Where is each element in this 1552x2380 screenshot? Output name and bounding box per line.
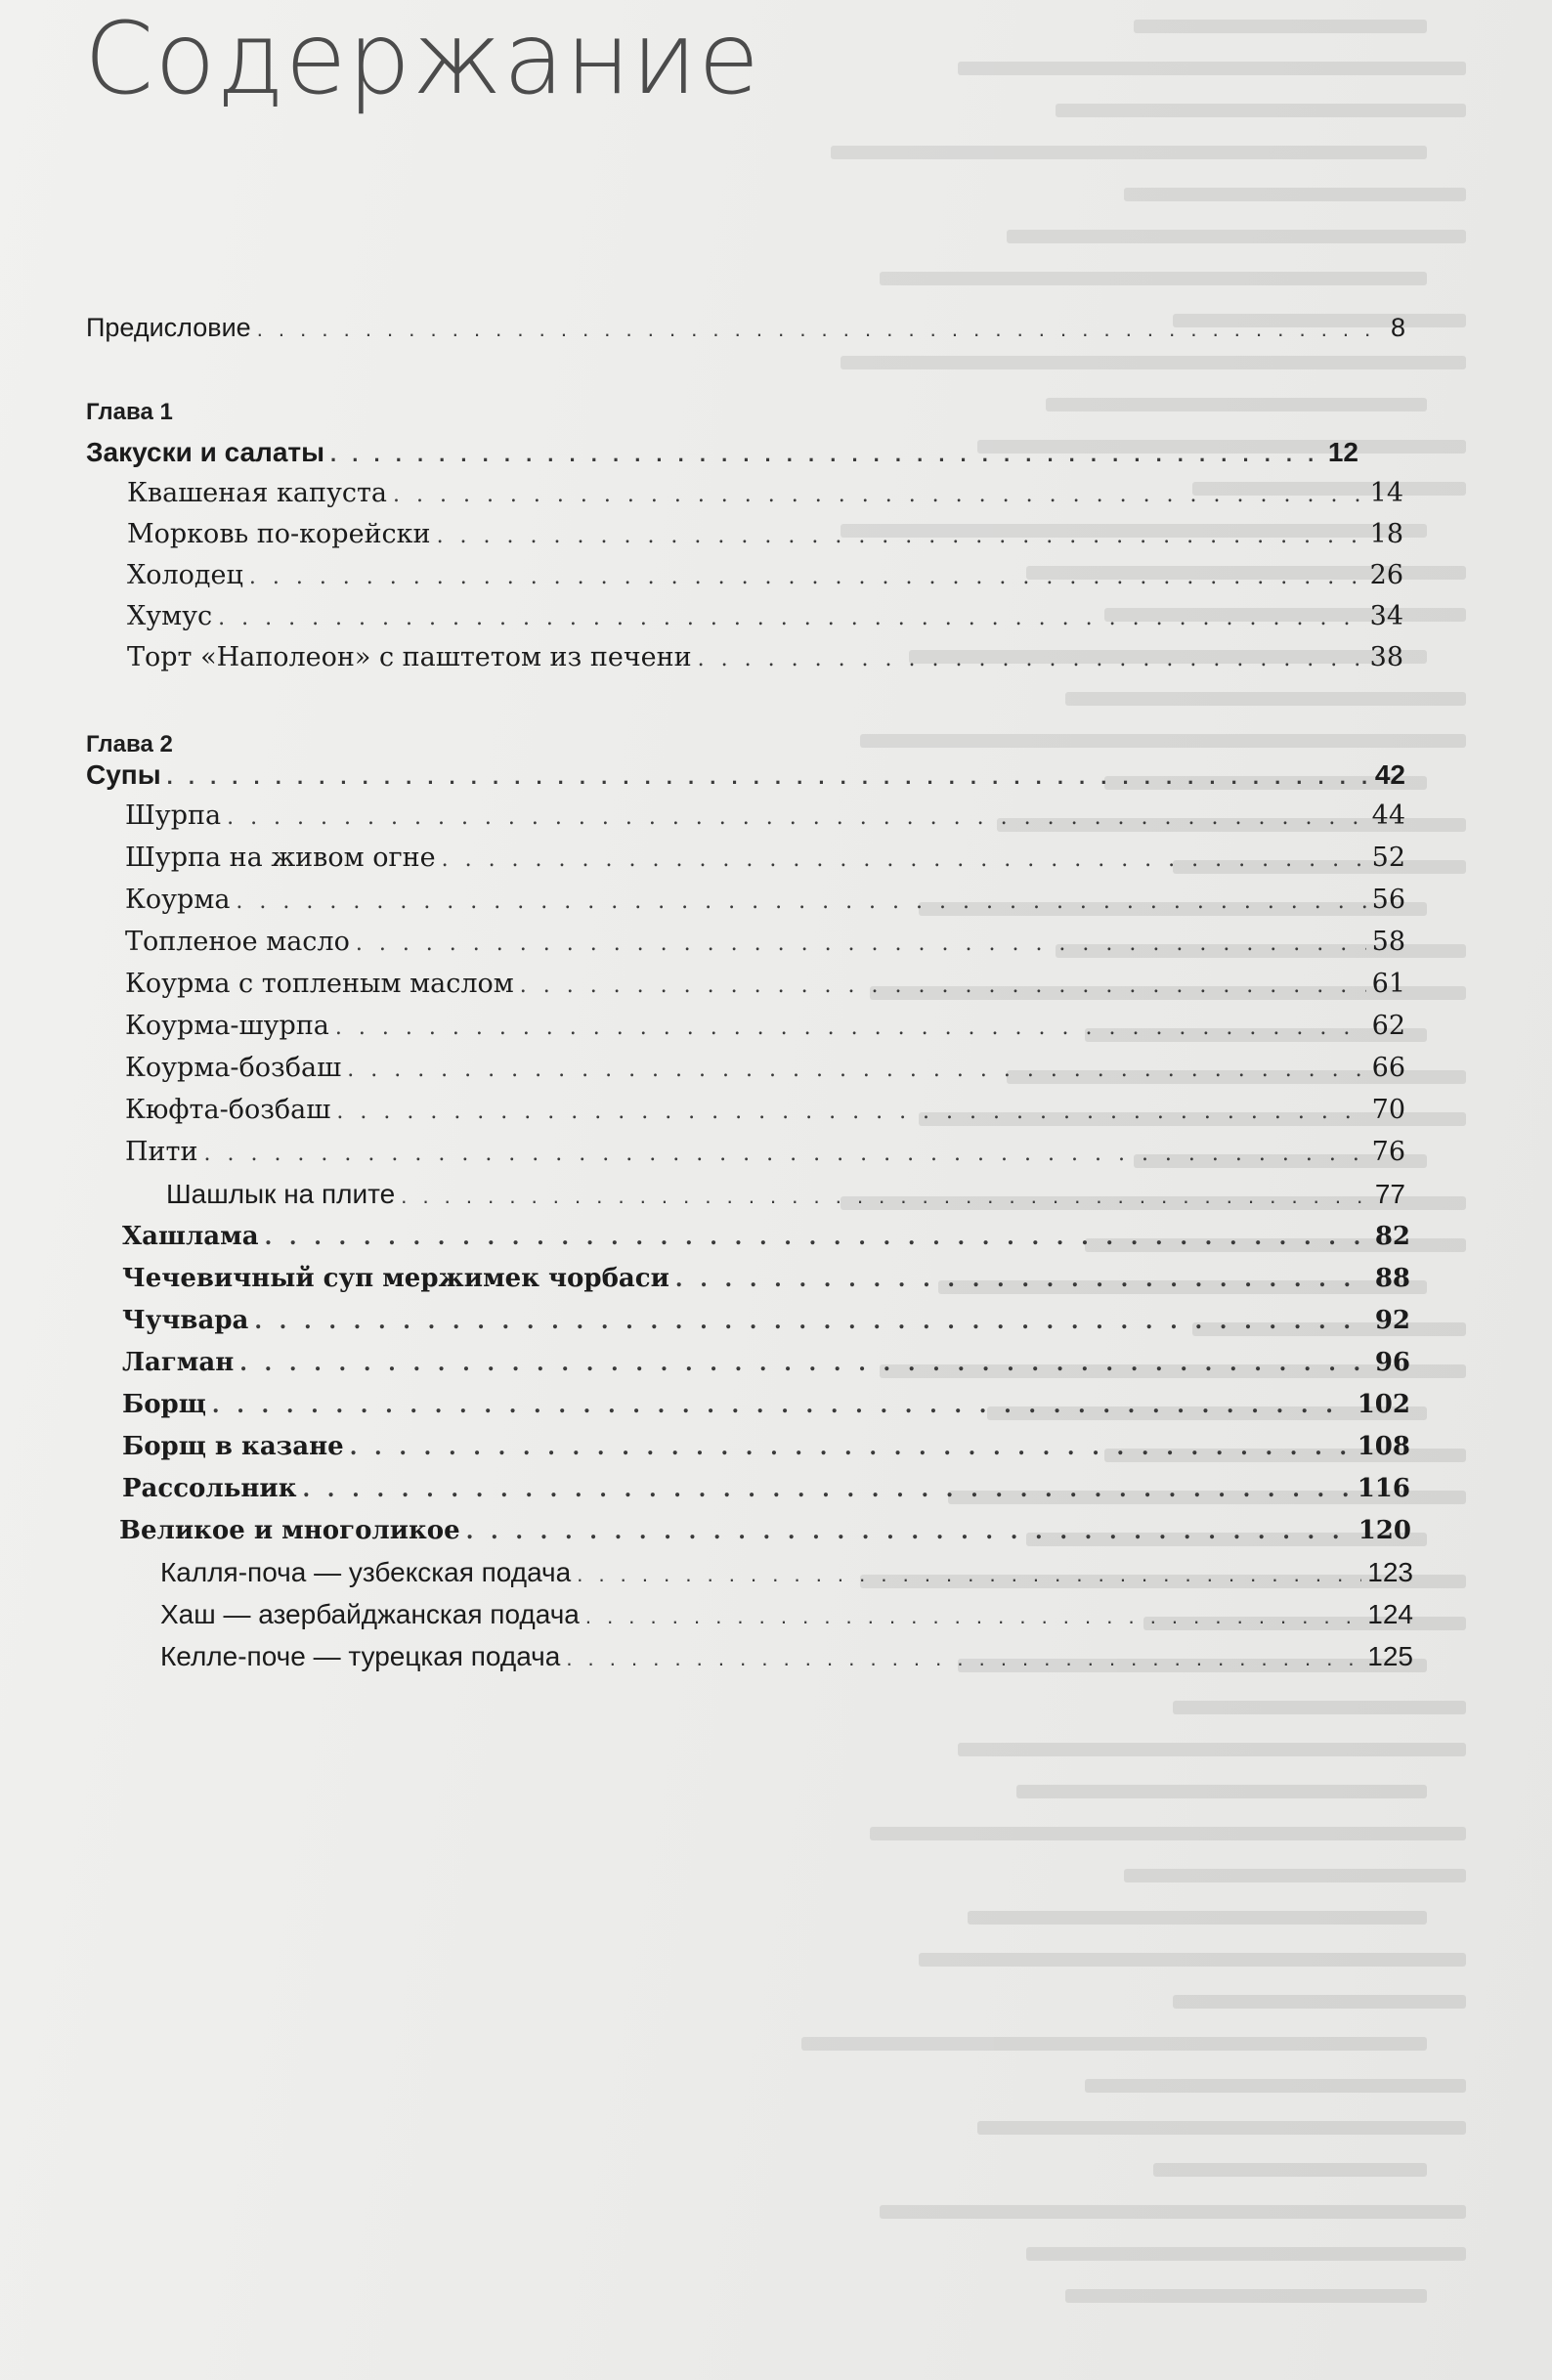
dot-leader <box>577 1555 1361 1594</box>
toc-row <box>122 1385 1410 1424</box>
toc-row <box>127 474 1403 513</box>
toc-label: Предисловие <box>86 313 251 342</box>
toc-label: Торт «Наполеон» с паштетом из печени <box>127 642 692 672</box>
toc-row <box>125 923 1405 962</box>
toc-page-number: 34 <box>1369 601 1403 631</box>
toc-row <box>125 839 1405 878</box>
toc-label: Коурма-бозбаш <box>125 1053 342 1083</box>
dot-leader <box>350 1428 1352 1467</box>
toc-row <box>122 1217 1410 1256</box>
toc-label: Борщ <box>122 1390 206 1419</box>
toc-page-number: 38 <box>1369 642 1403 672</box>
toc-row-section <box>86 433 1358 472</box>
ghost-line <box>958 1743 1466 1756</box>
toc-row <box>127 638 1403 677</box>
toc-label: Топленое масло <box>125 927 350 957</box>
toc-row <box>125 797 1405 836</box>
ghost-line <box>870 1827 1466 1840</box>
ghost-line <box>1085 2079 1466 2093</box>
toc-label: Шурпа на живом огне <box>125 843 436 873</box>
dot-leader <box>218 599 1364 638</box>
dot-leader <box>347 1051 1365 1090</box>
toc-label: Холодец <box>127 560 243 590</box>
toc-page-number: 124 <box>1367 1599 1413 1629</box>
dot-leader <box>330 435 1322 474</box>
toc-row-preface <box>86 308 1405 347</box>
toc-label: Лагман <box>122 1348 235 1377</box>
toc-page-number: 58 <box>1371 927 1405 957</box>
ghost-line <box>977 2121 1466 2135</box>
toc-row <box>122 1427 1410 1466</box>
ghost-line <box>1065 2289 1427 2303</box>
ghost-line <box>1046 398 1427 411</box>
toc-label: Хумус <box>127 601 213 631</box>
ghost-line <box>860 734 1466 748</box>
ghost-line <box>1173 1701 1466 1714</box>
ghost-line <box>831 146 1427 159</box>
dot-leader <box>675 1260 1369 1299</box>
toc-label: Шашлык на плите <box>166 1179 396 1209</box>
toc-page-number: 12 <box>1327 437 1358 467</box>
ghost-line <box>968 1911 1427 1925</box>
ghost-line <box>1124 1869 1466 1882</box>
dot-leader <box>249 558 1364 597</box>
toc-label: Коурма <box>125 885 231 915</box>
toc-row-sub <box>166 1175 1405 1214</box>
toc-label: Хашлама <box>122 1222 259 1251</box>
toc-label: Калля-поча — узбекская подача <box>160 1557 572 1587</box>
toc-label: Закуски и салаты <box>86 437 325 467</box>
ghost-line <box>1065 692 1466 706</box>
toc-row <box>119 1511 1411 1550</box>
dot-leader <box>442 841 1366 880</box>
dot-leader <box>265 1218 1369 1257</box>
toc-page-number: 102 <box>1357 1390 1410 1419</box>
ghost-line <box>958 62 1466 75</box>
toc-page-number: 88 <box>1374 1264 1410 1293</box>
dot-leader <box>566 1639 1361 1678</box>
ghost-line <box>919 1953 1466 1967</box>
toc-page-number: 26 <box>1369 560 1403 590</box>
toc-page-number: 44 <box>1371 801 1405 831</box>
toc-label: Шурпа <box>125 801 222 831</box>
dot-leader <box>203 1135 1365 1174</box>
ghost-line <box>1124 188 1466 201</box>
toc-page-number: 61 <box>1371 969 1405 999</box>
toc-row <box>125 1091 1405 1130</box>
toc-label: Борщ в казане <box>122 1432 344 1461</box>
dot-leader <box>167 757 1369 797</box>
dot-leader <box>227 799 1366 838</box>
dot-leader <box>520 967 1366 1006</box>
dot-leader <box>698 640 1364 679</box>
toc-label: Хаш — азербайджанская подача <box>160 1599 580 1629</box>
ghost-line <box>1026 2247 1466 2261</box>
toc-page-number: 92 <box>1374 1306 1410 1335</box>
chapter-label: Глава 2 <box>86 731 173 757</box>
toc-page-number: 123 <box>1367 1557 1413 1587</box>
ghost-line <box>880 2205 1466 2219</box>
toc-page-number: 96 <box>1374 1348 1410 1377</box>
dot-leader <box>302 1470 1351 1509</box>
dot-leader <box>336 1093 1365 1132</box>
ghost-line <box>801 2037 1427 2051</box>
toc-label: Квашеная капуста <box>127 478 387 508</box>
ghost-line <box>1153 2163 1427 2177</box>
dot-leader <box>466 1512 1353 1551</box>
toc-row <box>127 515 1403 554</box>
toc-row <box>122 1259 1410 1298</box>
dot-leader <box>356 925 1366 964</box>
toc-label: Коурма с топленым маслом <box>125 969 514 999</box>
toc-row <box>125 1049 1405 1088</box>
toc-label: Кюфта-бозбаш <box>125 1095 331 1125</box>
dot-leader <box>401 1177 1369 1216</box>
dot-leader <box>437 517 1364 556</box>
toc-page-number: 14 <box>1369 478 1403 508</box>
toc-page-number: 82 <box>1374 1222 1410 1251</box>
toc-page-number: 120 <box>1358 1516 1411 1545</box>
toc-row <box>127 556 1403 595</box>
toc-row <box>125 1007 1405 1046</box>
toc-label: Чечевичный суп мержимек чорбаси <box>122 1264 669 1293</box>
toc-page-number: 116 <box>1357 1474 1410 1503</box>
toc-row <box>125 881 1405 920</box>
toc-page-number: 108 <box>1357 1432 1410 1461</box>
toc-label: Пити <box>125 1137 198 1167</box>
toc-page-number: 66 <box>1371 1053 1405 1083</box>
dot-leader <box>257 310 1385 349</box>
ghost-line <box>841 356 1466 369</box>
dot-leader <box>212 1386 1352 1425</box>
toc-page-number: 42 <box>1374 759 1405 790</box>
toc-page-number: 56 <box>1371 885 1405 915</box>
toc-label: Чучвара <box>122 1306 249 1335</box>
toc-page-number: 76 <box>1371 1137 1405 1167</box>
toc-page-number: 77 <box>1374 1179 1405 1209</box>
toc-page-number: 62 <box>1371 1011 1405 1041</box>
dot-leader <box>239 1344 1369 1383</box>
ghost-line <box>1016 1785 1427 1798</box>
dot-leader <box>236 883 1365 922</box>
toc-page-number: 70 <box>1371 1095 1405 1125</box>
dot-leader <box>254 1302 1368 1341</box>
dot-leader <box>585 1597 1361 1636</box>
toc-row <box>122 1301 1410 1340</box>
toc-row <box>127 597 1403 636</box>
toc-page-number: 8 <box>1390 313 1405 342</box>
toc-page-number: 125 <box>1367 1641 1413 1671</box>
dot-leader <box>393 476 1364 515</box>
dot-leader <box>335 1009 1366 1048</box>
ghost-line <box>1173 1995 1466 2009</box>
toc-row-sub <box>160 1595 1413 1634</box>
toc-row <box>122 1343 1410 1382</box>
ghost-line <box>880 272 1427 285</box>
toc-label: Келле-поче — турецкая подача <box>160 1641 561 1671</box>
ghost-line <box>1134 20 1427 33</box>
toc-label: Рассольник <box>122 1474 297 1503</box>
toc-row-sub <box>160 1553 1413 1592</box>
toc-row <box>125 1133 1405 1172</box>
toc-row <box>125 965 1405 1004</box>
ghost-line <box>1056 104 1466 117</box>
toc-row <box>122 1469 1410 1508</box>
toc-label: Коурма-шурпа <box>125 1011 329 1041</box>
toc-page-number: 52 <box>1371 843 1405 873</box>
page-title: Содержание <box>84 1 760 117</box>
toc-label: Великое и многоликое <box>119 1516 460 1545</box>
toc-page-number: 18 <box>1369 519 1403 549</box>
ghost-line <box>1007 230 1466 243</box>
toc-row-sub <box>160 1637 1413 1676</box>
toc-label: Морковь по-корейски <box>127 519 431 549</box>
chapter-label: Глава 1 <box>86 399 173 425</box>
toc-label: Супы <box>86 759 161 790</box>
toc-row-section <box>86 756 1405 795</box>
